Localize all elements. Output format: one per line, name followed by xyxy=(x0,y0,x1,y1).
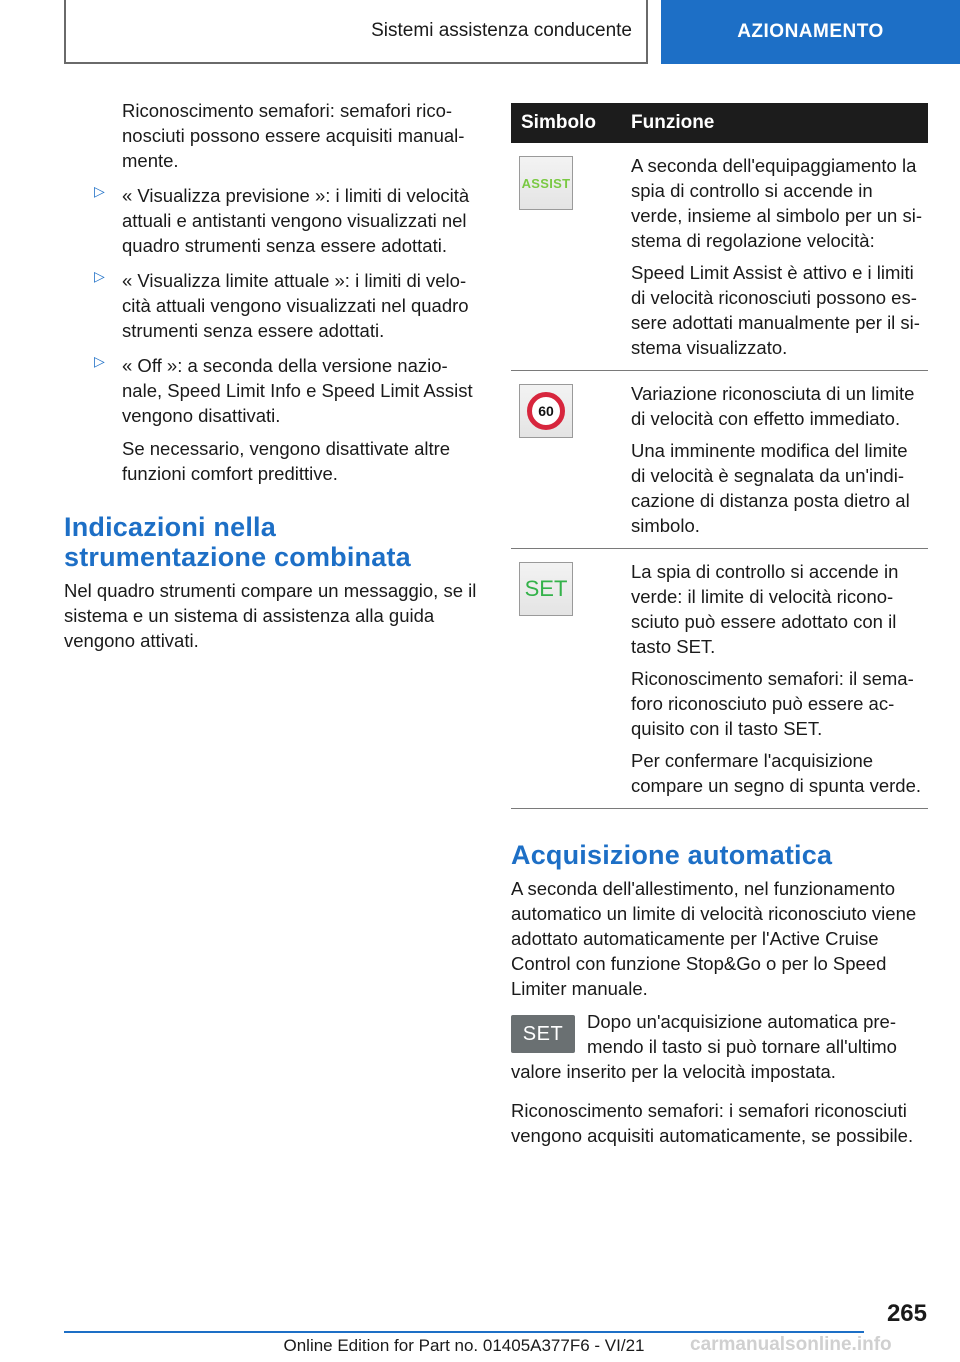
section-heading-auto: Acquisizione automatica xyxy=(511,840,833,870)
set-indicator-label: SET xyxy=(524,576,568,601)
auto-paragraph-2: Dopo un'acquisizione automatica premendo il tasto si può tornare all'ultimo valore inserito per la velocità impostata. xyxy=(511,1011,897,1082)
table-symbol-cell xyxy=(511,143,621,371)
table-header-row xyxy=(511,103,928,143)
bullet-text: « Off »: a seconda della versione nazionale, Speed Limit Info e Speed Limit Assist vengono disattivati. xyxy=(122,355,473,426)
auto-set-block xyxy=(511,1009,928,1084)
bullet-triangle-icon: ▷ xyxy=(94,183,105,199)
table-header-symbol: Simbolo xyxy=(511,103,621,143)
function-text: A seconda dell'equipaggiamento la spia di controllo si accende in verde, insieme al simbolo per un sistema di regolazione velocità: xyxy=(631,155,922,251)
header-chapter-tab[interactable] xyxy=(661,0,960,64)
function-text: Riconoscimento semafori: il semaforo riconosciuto può essere acquisito con il tasto SET. xyxy=(631,668,914,739)
bullet-item xyxy=(64,268,480,343)
bullet-text: « Visualizza previsione »: i limiti di velocità attuali e antistanti vengono visualizzati nel quadro strumenti senza essere adottati. xyxy=(122,185,470,256)
function-text: Variazione riconosciuta di un limite di velocità con effetto immediato. xyxy=(631,383,915,429)
function-text: La spia di controllo si accende in verde: il limite di velocità riconosciuto può essere adottato con il tasto SET. xyxy=(631,561,899,657)
section-heading-instrument: Indicazioni nella strumentazione combinata xyxy=(64,512,411,572)
auto-paragraph-3: Riconoscimento semafori: i semafori riconosciuti vengono acquisiti automaticamente, se possibile. xyxy=(511,1100,914,1146)
table-function-cell xyxy=(621,143,928,371)
assist-symbol-icon xyxy=(519,156,573,210)
set-button-icon xyxy=(511,1015,575,1053)
table-symbol-cell xyxy=(511,371,621,549)
table-row xyxy=(511,371,928,549)
auto-paragraph-1: A seconda dell'allestimento, nel funzionamento automatico un limite di velocità riconosciuto viene adottato automaticamente per l'Active Cruise Control con funzione Stop&Go o per lo Speed Limiter manuale. xyxy=(511,878,917,999)
footer-edition: Online Edition for Part no. 01405A377F6 - VI/21 xyxy=(283,1336,645,1355)
section-paragraph-instrument: Nel quadro strumenti compare un messaggio, se il sistema e un sistema di assistenza alla guida vengono attivati. xyxy=(64,580,477,651)
table-row xyxy=(511,549,928,809)
function-text: Una imminente modifica del limite di velocità è segnalata da un'indicazione di distanza posta dietro al simbolo. xyxy=(631,440,910,536)
assist-symbol-label: ASSIST xyxy=(521,175,571,191)
set-indicator-icon xyxy=(519,562,573,616)
bullet-item xyxy=(64,183,480,258)
header-section-box xyxy=(64,0,648,64)
bullet-item xyxy=(64,353,480,486)
left-column xyxy=(64,98,480,653)
footer-divider xyxy=(64,1331,864,1333)
watermark-text: carmanualsonline.info xyxy=(690,1334,892,1355)
function-text: Per confermare l'acquisizione compare un segno di spunta verde. xyxy=(631,750,922,796)
bullet-text: « Visualizza limite attuale »: i limiti di velocità attuali vengono visualizzati nel quadro strumenti senza essere adottati. xyxy=(122,270,469,341)
speed-limit-60-icon xyxy=(519,384,573,438)
set-button-label: SET xyxy=(522,1022,564,1045)
speed-limit-sign xyxy=(527,392,565,430)
bullet-triangle-icon: ▷ xyxy=(94,353,105,369)
speed-limit-value: 60 xyxy=(538,403,554,419)
symbol-table xyxy=(511,103,928,809)
function-text: Speed Limit Assist è attivo e i limiti di velocità riconosciuti possono essere adottati manualmente per il sistema visualizzato. xyxy=(631,262,920,358)
bullet-subtext: Se necessario, vengono disattivate altre funzioni comfort predittive. xyxy=(122,438,451,484)
table-header-function: Funzione xyxy=(621,103,928,143)
bullet-triangle-icon: ▷ xyxy=(94,268,105,284)
table-row xyxy=(511,143,928,371)
intro-paragraph: Riconoscimento semafori: semafori riconosciuti possono essere acquisiti manualmente. xyxy=(122,100,465,171)
table-function-cell xyxy=(621,549,928,809)
table-function-cell xyxy=(621,371,928,549)
header-chapter-label: AZIONAMENTO xyxy=(737,21,884,42)
table-symbol-cell xyxy=(511,549,621,809)
auto-acquisition-section xyxy=(511,840,928,1148)
page-number: 265 xyxy=(886,1300,927,1327)
header-section-title: Sistemi assistenza conducente xyxy=(371,20,632,41)
